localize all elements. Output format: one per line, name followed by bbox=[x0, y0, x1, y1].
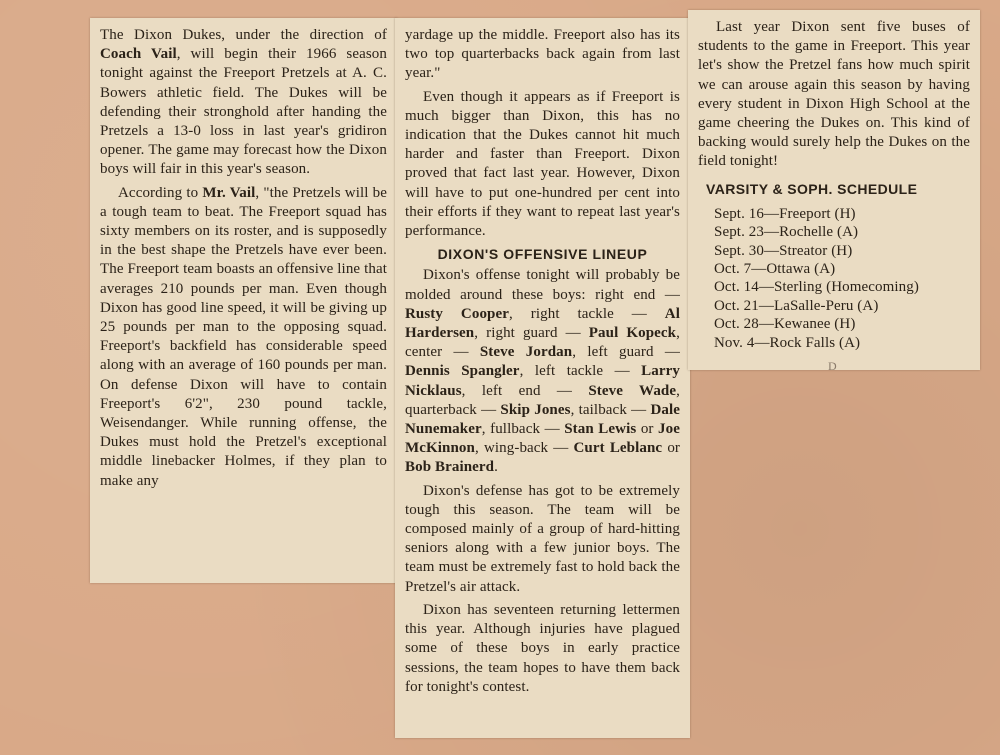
player-name: Steve Wade bbox=[588, 382, 677, 399]
text: , right tackle — bbox=[509, 305, 665, 322]
paragraph: Even though it appears as if Freeport is much bigger than Dixon, this has no indication that the Dukes cannot hit much harder and faster than Freeport. Dixon proved that fact last year. However, Dixon will have to put one-hundred per cent into their efforts if they want to repeat last year's performance. bbox=[405, 88, 680, 240]
schedule-item: Oct. 7—Ottawa (A) bbox=[714, 261, 836, 278]
schedule-list bbox=[698, 205, 970, 352]
section-heading: DIXON'S OFFENSIVE LINEUP bbox=[437, 246, 648, 263]
schedule-item: Oct. 28—Kewanee (H) bbox=[714, 316, 856, 333]
text: , will begin their 1966 season tonight against the Freeport Pretzels at A. C. Bowers athletic field. The Dukes will be defending their stronghold after handing the Pretzels a 13-0 loss in last year's gridiron opener. The game may forecast how the Dixon boys will fair in this year's season. bbox=[100, 46, 387, 178]
article-column-1 bbox=[90, 18, 397, 583]
text: . bbox=[494, 459, 498, 476]
cut-off-mark: D bbox=[828, 358, 837, 373]
schedule-item: Oct. 14—Sterling (Homecoming) bbox=[714, 279, 919, 296]
text: , left end — bbox=[461, 382, 589, 399]
player-name: Dennis Spangler bbox=[405, 363, 520, 380]
schedule-item: Sept. 23—Rochelle (A) bbox=[714, 224, 859, 241]
player-name: Steve Jordan bbox=[479, 344, 573, 361]
player-name: Curt Leblanc bbox=[573, 440, 663, 457]
text: , fullback — bbox=[481, 421, 565, 438]
player-name: Joe McKinnon bbox=[405, 421, 680, 457]
paragraph: yardage up the middle. Freeport also has its two top quarterbacks back again from last year." bbox=[405, 27, 680, 82]
text: , right guard — bbox=[474, 325, 589, 342]
player-name: Dale Nunemaker bbox=[405, 401, 680, 438]
player-name: Skip Jones bbox=[500, 401, 571, 418]
text: Dixon's offense tonight will probably be molded around these boys: right end — bbox=[405, 267, 680, 303]
article-column-3 bbox=[688, 10, 980, 373]
paragraph: Last year Dixon sent five buses of students to the game in Freeport. This year let's show the Pretzel fans how much spirit we can arouse again this season by having every student in Dixon High School at the game cheering the Dukes on. This kind of backing would surely help the Dukes on the field tonight! bbox=[698, 19, 970, 170]
article-column-2 bbox=[395, 18, 690, 738]
paragraph: Dixon has seventeen returning lettermen this year. Although injuries have plagued some of these boys in early practice sessions, the team hopes to have them back for tonight's contest. bbox=[405, 601, 680, 695]
text: or bbox=[636, 421, 659, 438]
text: , wing-back — bbox=[474, 440, 574, 457]
text: , "the Pretzels will be a tough team to beat. The Freeport squad has sixty members on its roster, and is supposedly in the best shape the Pretzels have ever been. The Freeport team boasts an offensive line that averages 210 pounds per man. Even though Dixon has good line speed, it will be giving up 25 pounds per man to the opposing squad. Freeport's backfield has considerable speed along with an average of 160 pounds per man. On defense Dixon will have to contain Freeport's 6'2", 230 pound tackle, Weisendanger. While running offense, the Dukes must hold the Pretzel's exceptional middle linebacker Holmes, if they plan to make any bbox=[100, 184, 387, 489]
player-name: Stan Lewis bbox=[564, 421, 637, 438]
schedule-item: Sept. 16—Freeport (H) bbox=[714, 205, 856, 222]
text: or bbox=[662, 440, 681, 457]
schedule-item: Oct. 21—LaSalle-Peru (A) bbox=[714, 297, 879, 314]
paragraph bbox=[100, 26, 387, 180]
player-name: Paul Kopeck bbox=[588, 325, 677, 342]
player-name: Larry Nicklaus bbox=[405, 363, 680, 399]
text: The Dixon Dukes, under the direction of bbox=[100, 27, 387, 43]
paragraph bbox=[100, 184, 387, 491]
text: , left guard — bbox=[572, 344, 680, 361]
player-name: Al Hardersen bbox=[405, 305, 680, 342]
player-name: Bob Brainerd bbox=[405, 459, 495, 476]
text: According to bbox=[118, 184, 203, 201]
mr-vail: Mr. Vail bbox=[202, 184, 256, 201]
schedule-item: Nov. 4—Rock Falls (A) bbox=[714, 334, 861, 351]
text: , quarterback — bbox=[405, 382, 680, 418]
schedule-heading: VARSITY & SOPH. SCHEDULE bbox=[706, 180, 918, 197]
schedule-item: Sept. 30—Streator (H) bbox=[714, 242, 853, 259]
player-name: Rusty Cooper bbox=[405, 305, 509, 322]
text: , center — bbox=[405, 325, 680, 361]
paragraph: Dixon's defense has got to be extremely tough this season. The team will be composed mainly of a group of hard-hitting seniors along with a few junior boys. The team must be extremely fast to hold back the Pretzel's air attack. bbox=[405, 482, 680, 595]
text: , tailback — bbox=[570, 401, 651, 418]
coach-name: Coach Vail bbox=[100, 46, 177, 63]
lineup-paragraph bbox=[405, 266, 680, 477]
text: , left tackle — bbox=[519, 363, 642, 380]
